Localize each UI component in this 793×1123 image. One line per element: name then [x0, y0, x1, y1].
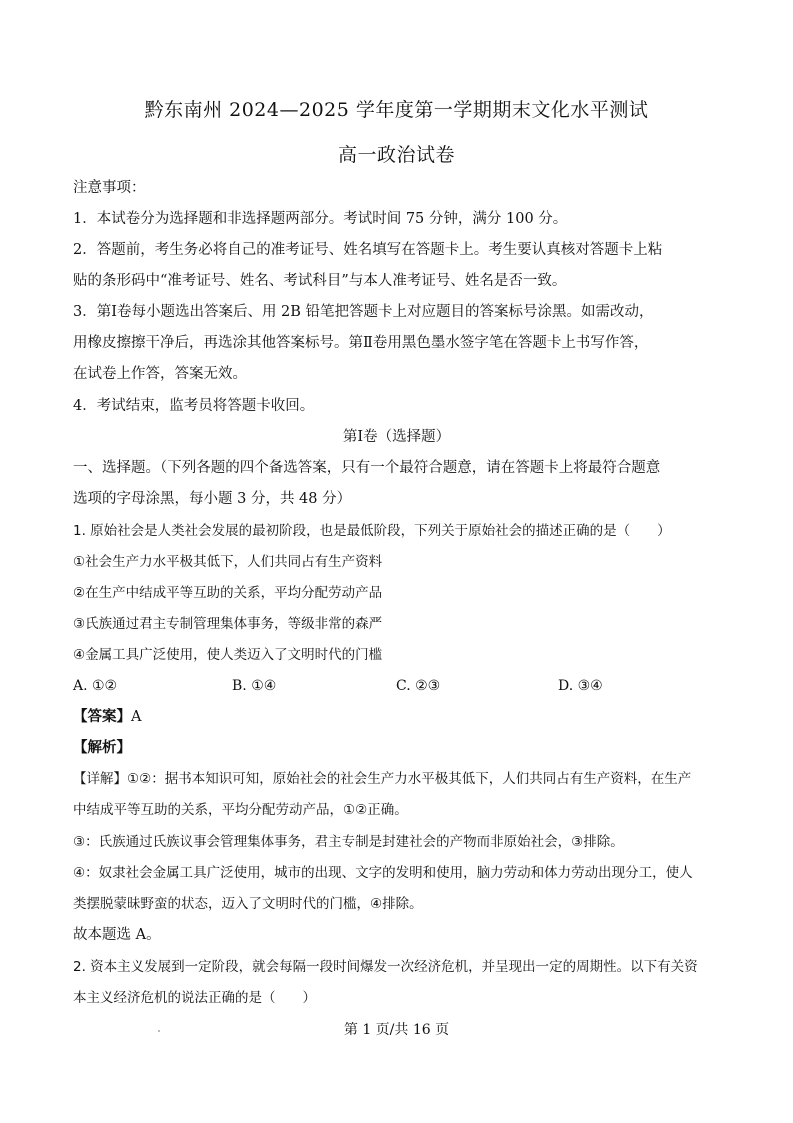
page-footer: 第 1 页/共 16 页 — [343, 1022, 450, 1038]
notice-line-3: 贴的条形码中“准考证号、姓名、考试科目”与本人准考证号、姓名是否一致。 — [73, 273, 567, 289]
answer-value: A — [131, 709, 142, 725]
answer-label: 【答案】 — [73, 708, 131, 725]
notice-heading: 注意事项： — [73, 180, 146, 196]
notice-line-5: 用橡皮擦擦干净后，再选涂其他答案标号。第Ⅱ卷用黑色墨水签字笔在答题卡上书写作答， — [73, 335, 649, 351]
q1-option-a: A. ①② — [73, 678, 118, 694]
exam-subtitle: 高一政治试卷 — [337, 144, 455, 166]
q1-answer — [73, 707, 723, 727]
q1-stem: 1. 原始社会是人类社会发展的最初阶段，也是最低阶段，下列关于原始社会的描述正确的是（ ） — [73, 523, 671, 539]
analysis-label: 【解析】 — [73, 739, 131, 756]
notice-line-2: 2．答题前，考生务必将自己的准考证号、姓名填写在答题卡上。考生要认真核对答题卡上粘 — [73, 242, 663, 258]
notice-line-7: 4．考试结束，监考员将答题卡收回。 — [73, 398, 315, 414]
q2-stem-line-2: 本主义经济危机的说法正确的是（ ） — [73, 990, 316, 1006]
notice-line-1: 1．本试卷分为选择题和非选择题两部分。考试时间 75 分钟，满分 100 分。 — [73, 211, 568, 227]
q1-option-d: D. ③④ — [558, 678, 603, 694]
q1-detail-1: 【详解】①②：据书本知识可知，原始社会的社会生产力水平极其低下，人们共同占有生产资料，在生产 — [73, 771, 692, 787]
q1-detail-4: ④：奴隶社会金属工具广泛使用，城市的出现、文字的发明和使用，脑力劳动和体力劳动出现分工，使人 — [73, 865, 693, 881]
q1-item-4: ④金属工具广泛使用，使人类迈入了文明时代的门槛 — [73, 647, 383, 663]
section-instruction-2: 选项的字母涂黑，每小题 3 分，共 48 分） — [73, 491, 352, 507]
section-instruction-1: 一、选择题。（下列各题的四个备选答案，只有一个最符合题意，请在答题卡上将最符合题意 — [73, 460, 661, 476]
q1-detail-5: 类摆脱蒙昧野蛮的状态，迈入了文明时代的门槛，④排除。 — [73, 896, 423, 912]
q1-option-c: C. ②③ — [396, 678, 441, 694]
q1-item-2: ②在生产中结成平等互助的关系，平均分配劳动产品 — [73, 585, 383, 601]
section-title: 第Ⅰ卷（选择题） — [342, 429, 451, 445]
notice-line-6: 在试卷上作答，答案无效。 — [73, 366, 247, 382]
q1-item-1: ①社会生产力水平极其低下，人们共同占有生产资料 — [73, 554, 383, 570]
q1-conclusion: 故本题选 A。 — [73, 927, 161, 943]
exam-title: 黔东南州 2024—2025 学年度第一学期期末文化水平测试 — [144, 99, 649, 121]
q1-detail-3: ③：氏族通过氏族议事会管理集体事务，君主专制是封建社会的产物而非原始社会，③排除。 — [73, 834, 624, 850]
q1-option-b: B. ①④ — [232, 678, 277, 694]
q1-detail-2: 中结成平等互助的关系，平均分配劳动产品，①②正确。 — [73, 802, 408, 818]
q1-item-3: ③氏族通过君主专制管理集体事务，等级非常的森严 — [73, 616, 383, 632]
q2-stem-line-1: 2. 资本主义发展到一定阶段，就会每隔一段时间爆发一次经济危机，并呈现出一定的周期性。以下有关资 — [73, 959, 698, 975]
notice-line-4: 3．第Ⅰ卷每小题选出答案后、用 2B 铅笔把答题卡上对应题目的答案标号涂黑。如需改动， — [73, 304, 654, 320]
